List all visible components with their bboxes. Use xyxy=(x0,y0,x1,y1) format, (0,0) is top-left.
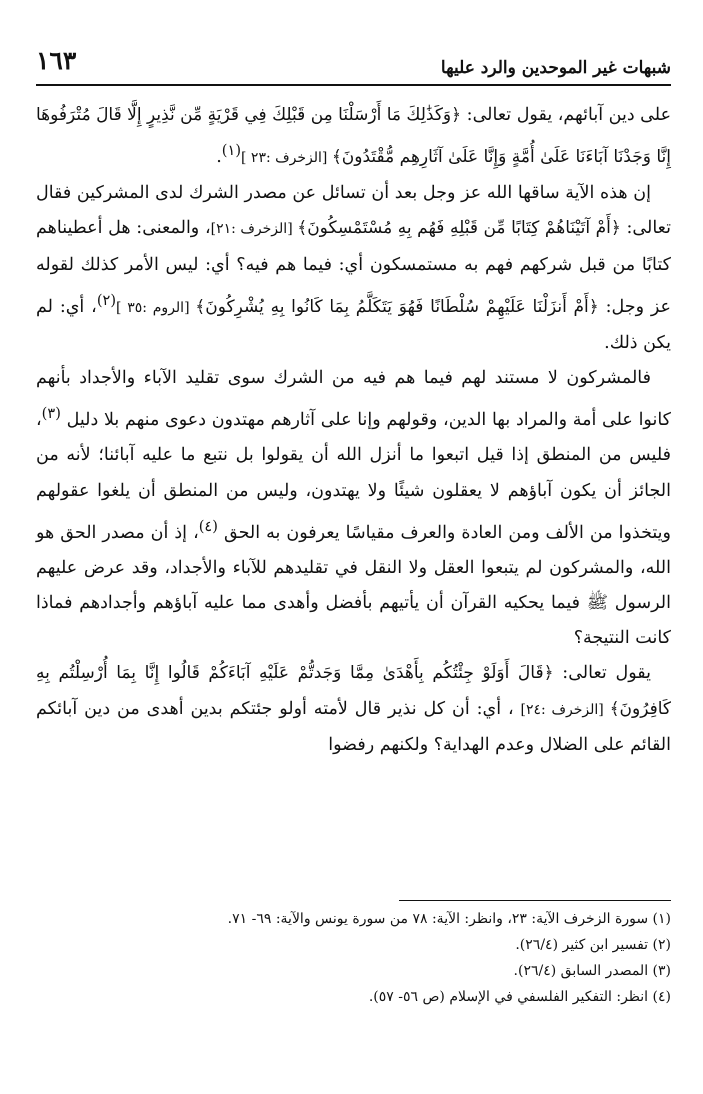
footnotes xyxy=(36,906,671,1010)
running-title: شبهات غير الموحدين والرد عليها xyxy=(440,58,671,78)
footnote-2: (٢) تفسير ابن كثير (٢٦/٤). xyxy=(515,937,671,953)
footnote-marker: (٢) xyxy=(96,291,117,309)
footnote-separator xyxy=(399,900,671,901)
verse-reference: [الزخرف :٢١] xyxy=(210,221,298,238)
footnote-marker: (١) xyxy=(221,142,241,160)
paragraph-2-text: ، والمعنى: هل أعطيناهم كتابًا من قبل شركهم فهم به مستمسكون أي: فيما هم فيه؟ أي: ليس الأمر كذلك لقوله عز وجل: xyxy=(36,218,671,317)
paragraph-4-intro: يقول تعالى: xyxy=(553,663,651,684)
paragraph-3-text: ، إذ أن مصدر الحق هو الله، والمشركون لم يتبعوا العقل ولا النقل في تقليدهم للآباء والأجداد، وقد عرض عليهم الرسول ﷺ فيما يحكيه القرآن أن يأتيهم بأفضل وأهدى مما عليه آباؤهم وأجدادهم فماذا كانت النتيجة؟ xyxy=(36,522,671,649)
paragraph-2-tail: ، أي: لم يكن ذلك. xyxy=(36,296,671,353)
paragraph-2 xyxy=(36,176,671,361)
quran-verse: ﴿أَمْ آتَيْنَاهُمْ كِتَابًا مِّن قَبْلِهِ فَهُم بِهِ مُسْتَمْسِكُونَ﴾ xyxy=(297,218,621,239)
paragraph-1-tail: . xyxy=(216,147,222,168)
quran-verse: ﴿وَكَذَٰلِكَ مَا أَرْسَلْنَا مِن قَبْلِكَ فِي قَرْيَةٍ مِّن نَّذِيرٍ إِلَّا قَالَ مُتْرَفُوهَا إِنَّا وَجَدْنَا آبَاءَنَا عَلَىٰ أُمَّةٍ وَإِنَّا عَلَىٰ آثَارِهِم مُّقْتَدُونَ﴾ xyxy=(36,105,671,168)
quran-verse: ﴿قَالَ أَوَلَوْ جِئْتُكُم بِأَهْدَىٰ مِمَّا وَجَدتُّمْ عَلَيْهِ آبَاءَكُمْ قَالُوا إِنَّا بِمَا أُرْسِلْتُم بِهِ كَافِرُونَ﴾ xyxy=(36,663,671,719)
header-rule xyxy=(36,84,671,86)
paragraph-2-intro: إن هذه الآية ساقها الله عز وجل بعد أن تسائل عن مصدر الشرك لدى المشركين فقال تعالى: xyxy=(36,183,671,239)
footnote-4: (٤) انظر: التفكير الفلسفي في الإسلام (ص ٥٦- ٥٧). xyxy=(368,989,671,1005)
verse-reference: [الزخرف :٢٤] xyxy=(520,701,610,718)
paragraph-4-tail: ، أي: أن كل نذير قال لأمته أولو جئتكم بدين أهدى من دين آبائكم القائم على الضلال وعدم الهداية؟ ولكنهم رفضوا xyxy=(36,698,671,755)
main-text xyxy=(36,98,671,763)
paragraph-1 xyxy=(36,98,671,176)
footnote-3: (٣) المصدر السابق (٢٦/٤). xyxy=(513,963,671,979)
quran-verse: ﴿أَمْ أَنزَلْنَا عَلَيْهِمْ سُلْطَانًا فَهُوَ يَتَكَلَّمُ بِمَا كَانُوا بِهِ يُشْرِكُونَ﴾ xyxy=(195,296,599,317)
verse-reference: [الروم :٣٥ ] xyxy=(116,299,196,316)
paragraph-1-intro: على دين آبائهم، يقول تعالى: xyxy=(461,105,672,125)
paragraph-3-text: فالمشركون لا مستند لهم فيما هم فيه من الشرك سوى تقليد الآباء والأجداد بأنهم كانوا على أمة والمراد بها الدين، وقولهم وإنا على آثارهم مهتدون دعوى منهم بلا دليل xyxy=(36,368,671,431)
paragraph-4 xyxy=(36,656,671,763)
page-header xyxy=(36,40,671,86)
verse-reference: [الزخرف :٢٣ ] xyxy=(241,150,332,167)
paragraph-3 xyxy=(36,361,671,656)
footnote-1: (١) سورة الزخرف الآية: ٢٣، وانظر: الآية: ٧٨ من سورة يونس والآية: ٦٩- ٧١. xyxy=(227,911,671,927)
footnote-marker: (٤) xyxy=(198,517,218,535)
footnote-marker: (٣) xyxy=(41,405,61,423)
paragraph-3-text: ، فليس من المنطق إذا قيل اتبعوا ما أنزل الله أن يقولوا بل نتبع ما عليه آبائنا؛ لأنه من الجائز أن يكون آباؤهم لا يعقلون شيئًا ولا يهتدون، وليس من المنطق أن يلغوا عقولهم ويتخذوا من الألف ومن العادة والعرف مقياسًا يعرفون به الحق xyxy=(36,410,671,543)
page-number: ١٦٣ xyxy=(36,46,77,75)
